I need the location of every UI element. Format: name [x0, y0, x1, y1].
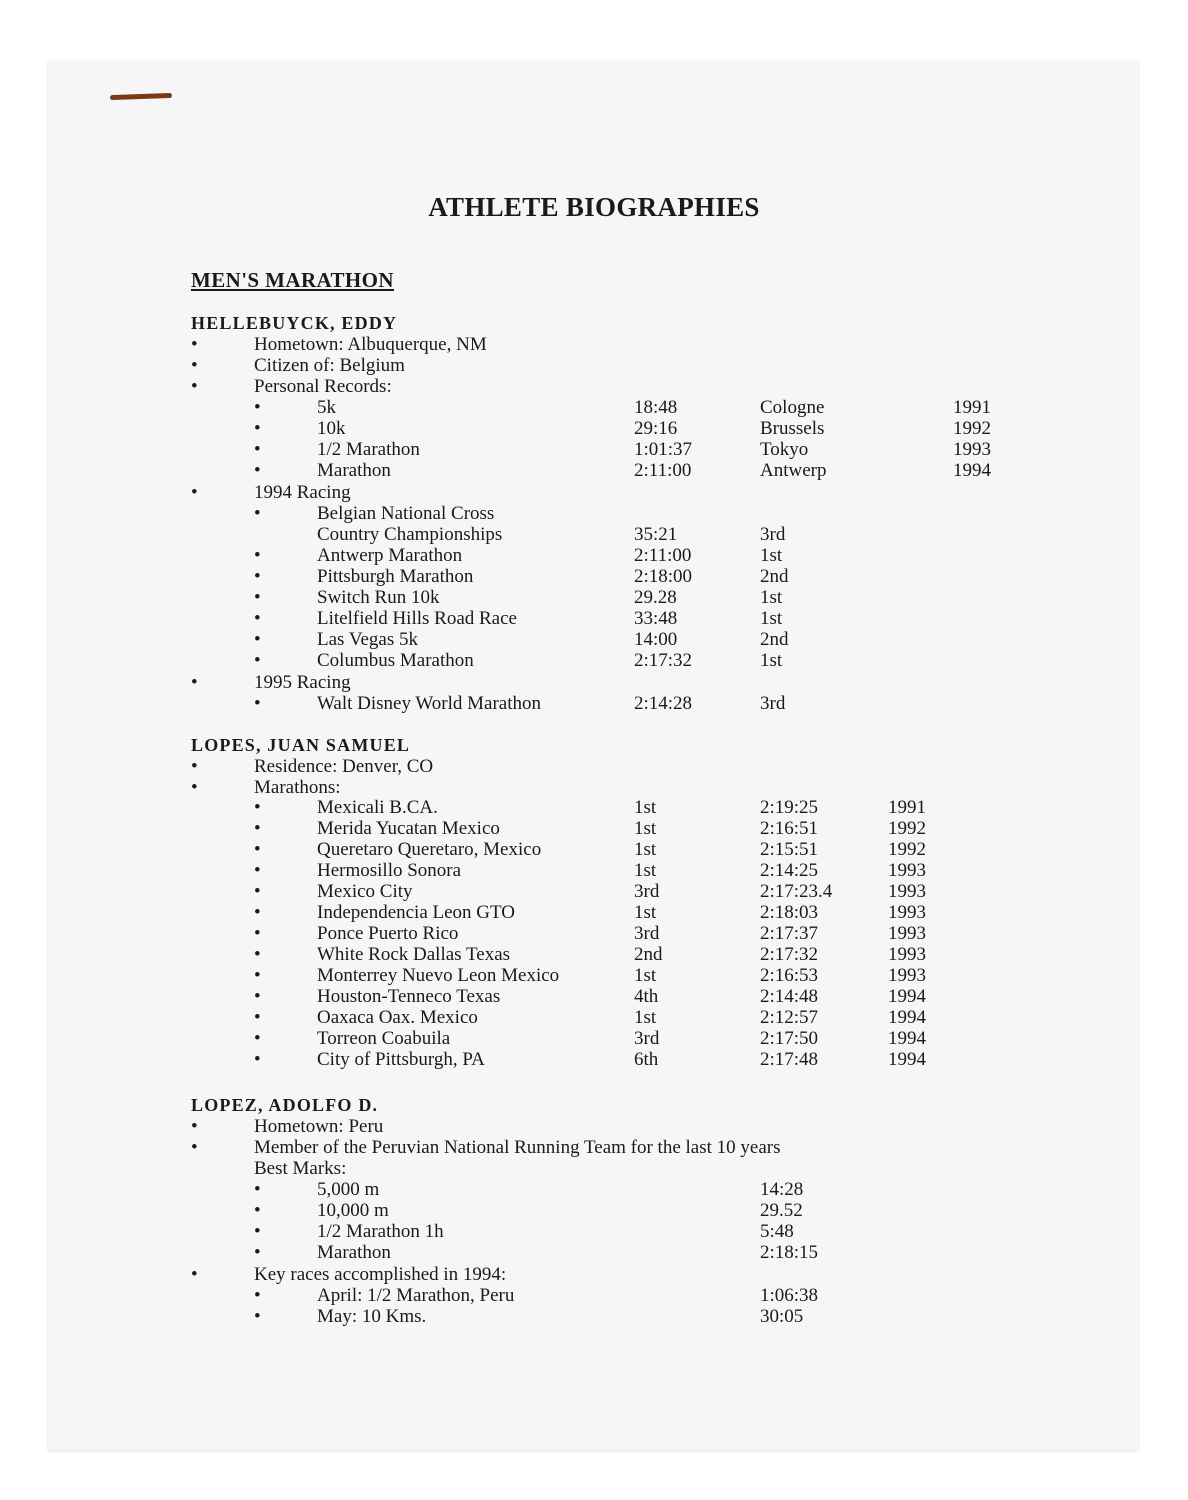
bullet-icon: • — [254, 503, 261, 524]
marathon-place: 3rd — [634, 881, 660, 902]
record-year: 1994 — [953, 460, 991, 481]
record-place: Brussels — [760, 418, 825, 439]
mark-time: 14:28 — [760, 1179, 804, 1200]
bullet-icon: • — [191, 482, 198, 503]
marathon-place: 1st — [634, 902, 657, 923]
bullet-icon: • — [254, 965, 261, 986]
marathon-year: 1994 — [888, 1007, 926, 1028]
marathon-year: 1994 — [888, 1028, 926, 1049]
race-name: Switch Run 10k — [317, 587, 440, 608]
marathon-time: 2:16:51 — [760, 818, 819, 839]
bullet-icon: • — [191, 334, 198, 355]
bullet-icon: • — [254, 1221, 261, 1242]
marathon-time: 2:15:51 — [760, 839, 819, 860]
race-place: 2nd — [760, 629, 789, 650]
bullet-icon: • — [254, 418, 261, 439]
record-place: Antwerp — [760, 460, 827, 481]
race-time: 35:21 — [634, 524, 678, 545]
marathon-time: 2:17:48 — [760, 1049, 819, 1070]
race-place: 2nd — [760, 566, 789, 587]
bullet-icon: • — [254, 1007, 261, 1028]
mark-time: 29.52 — [760, 1200, 803, 1221]
bullet-icon: • — [254, 902, 261, 923]
bullet-icon: • — [254, 797, 261, 818]
record-year: 1993 — [953, 439, 991, 460]
marathon-time: 2:14:48 — [760, 986, 819, 1007]
marks-heading: Best Marks: — [254, 1158, 347, 1179]
mark-event: 5,000 m — [317, 1179, 380, 1200]
marathons-heading: Marathons: — [254, 777, 341, 798]
bullet-icon: • — [254, 460, 261, 481]
marathon-year: 1993 — [888, 860, 926, 881]
marathon-year: 1994 — [888, 986, 926, 1007]
marathon-time: 2:17:50 — [760, 1028, 819, 1049]
race-time: 14:00 — [634, 629, 678, 650]
athlete-name: LOPEZ, ADOLFO D. — [191, 1095, 379, 1115]
marathon-time: 2:12:57 — [760, 1007, 819, 1028]
race-time: 2:11:00 — [634, 545, 692, 566]
marathon-race: Oaxaca Oax. Mexico — [317, 1007, 478, 1028]
key-race-time: 1:06:38 — [760, 1285, 819, 1306]
bullet-icon: • — [254, 1179, 261, 1200]
marathon-time: 2:18:03 — [760, 902, 819, 923]
marathon-year: 1992 — [888, 818, 926, 839]
document-title: ATHLETE BIOGRAPHIES — [428, 192, 760, 222]
key-race-time: 30:05 — [760, 1306, 804, 1327]
race-time: 2:14:28 — [634, 693, 693, 714]
marathon-time: 2:17:37 — [760, 923, 819, 944]
record-year: 1992 — [953, 418, 991, 439]
marathon-race: Mexicali B.CA. — [317, 797, 438, 818]
bullet-icon: • — [254, 629, 261, 650]
record-event: Marathon — [317, 460, 391, 481]
marathon-year: 1993 — [888, 965, 926, 986]
marathon-race: Monterrey Nuevo Leon Mexico — [317, 965, 560, 986]
race-name: Antwerp Marathon — [317, 545, 463, 566]
race-name: Columbus Marathon — [317, 650, 474, 671]
marathon-race: White Rock Dallas Texas — [317, 944, 511, 965]
team-line: Member of the Peruvian National Running Team for the last 10 years — [254, 1137, 781, 1158]
bullet-icon: • — [254, 818, 261, 839]
mark-time: 5:48 — [760, 1221, 794, 1242]
marathon-race: Queretaro Queretaro, Mexico — [317, 839, 542, 860]
bullet-icon: • — [254, 397, 261, 418]
race-name: Litelfield Hills Road Race — [317, 608, 517, 629]
race-name: Walt Disney World Marathon — [317, 693, 542, 714]
record-event: 5k — [317, 397, 336, 418]
bullet-icon: • — [254, 1242, 261, 1263]
race-time: 2:18:00 — [634, 566, 693, 587]
bullet-icon: • — [254, 608, 261, 629]
marathon-race: Houston-Tenneco Texas — [317, 986, 501, 1007]
race-time: 33:48 — [634, 608, 678, 629]
marathon-place: 1st — [634, 1007, 657, 1028]
record-event: 10k — [317, 418, 346, 439]
bullet-icon: • — [254, 923, 261, 944]
marathon-year: 1991 — [888, 797, 926, 818]
residence-line: Residence: Denver, CO — [254, 756, 434, 777]
bullet-icon: • — [254, 1306, 261, 1327]
bullet-icon: • — [191, 1116, 198, 1137]
marathon-race: Mexico City — [317, 881, 413, 902]
bullet-icon: • — [191, 756, 198, 777]
race-name: Las Vegas 5k — [317, 629, 418, 650]
bullet-icon: • — [254, 1285, 261, 1306]
record-event: 1/2 Marathon — [317, 439, 420, 460]
race-place: 1st — [760, 587, 783, 608]
race-time: 29.28 — [634, 587, 677, 608]
bullet-icon: • — [254, 650, 261, 671]
marathon-time: 2:17:32 — [760, 944, 819, 965]
key-races-heading: Key races accomplished in 1994: — [254, 1264, 507, 1285]
race-name: Pittsburgh Marathon — [317, 566, 474, 587]
mark-event: Marathon — [317, 1242, 391, 1263]
athlete-name: HELLEBUYCK, EDDY — [191, 313, 398, 333]
mark-time: 2:18:15 — [760, 1242, 819, 1263]
marathon-place: 1st — [634, 839, 657, 860]
bullet-icon: • — [191, 777, 198, 798]
bullet-icon: • — [254, 1200, 261, 1221]
marathon-year: 1993 — [888, 944, 926, 965]
race-place: 1st — [760, 545, 783, 566]
bullet-icon: • — [254, 839, 261, 860]
bullet-icon: • — [191, 672, 198, 693]
key-race: May: 10 Kms. — [317, 1306, 427, 1327]
marathon-time: 2:14:25 — [760, 860, 819, 881]
bullet-icon: • — [254, 439, 261, 460]
bullet-icon: • — [191, 355, 198, 376]
record-time: 1:01:37 — [634, 439, 693, 460]
marathon-year: 1993 — [888, 902, 926, 923]
citizenship-line: Citizen of: Belgium — [254, 355, 405, 376]
race-time: 2:17:32 — [634, 650, 693, 671]
bullet-icon: • — [254, 986, 261, 1007]
race-name-cont: Country Championships — [317, 524, 503, 545]
marathon-place: 3rd — [634, 1028, 660, 1049]
marathon-time: 2:17:23.4 — [760, 881, 833, 902]
bullet-icon: • — [254, 566, 261, 587]
bullet-icon: • — [254, 1049, 261, 1070]
record-place: Cologne — [760, 397, 825, 418]
record-time: 18:48 — [634, 397, 678, 418]
marathon-place: 6th — [634, 1049, 659, 1070]
record-place: Tokyo — [760, 439, 809, 460]
marathon-place: 1st — [634, 860, 657, 881]
bullet-icon: • — [254, 693, 261, 714]
marathon-place: 1st — [634, 965, 657, 986]
bullet-icon: • — [191, 1264, 198, 1285]
bullet-icon: • — [191, 1137, 198, 1158]
marathon-race: Torreon Coabuila — [317, 1028, 451, 1049]
marathon-place: 1st — [634, 797, 657, 818]
race-place: 1st — [760, 608, 783, 629]
marathon-place: 3rd — [634, 923, 660, 944]
race-place: 1st — [760, 650, 783, 671]
bullet-icon: • — [254, 881, 261, 902]
bullet-icon: • — [254, 1028, 261, 1049]
marathon-race: Independencia Leon GTO — [317, 902, 516, 923]
marathon-year: 1993 — [888, 881, 926, 902]
racing-1995-heading: 1995 Racing — [254, 672, 351, 693]
hometown-line: Hometown: Albuquerque, NM — [254, 334, 487, 355]
athlete-name: LOPES, JUAN SAMUEL — [191, 735, 411, 755]
bullet-icon: • — [254, 545, 261, 566]
marathon-race: Hermosillo Sonora — [317, 860, 462, 881]
marathon-time: 2:16:53 — [760, 965, 819, 986]
marathon-time: 2:19:25 — [760, 797, 819, 818]
marathon-year: 1993 — [888, 923, 926, 944]
key-race: April: 1/2 Marathon, Peru — [317, 1285, 515, 1306]
marathon-place: 4th — [634, 986, 659, 1007]
racing-1994-heading: 1994 Racing — [254, 482, 351, 503]
mark-event: 10,000 m — [317, 1200, 389, 1221]
marathon-place: 1st — [634, 818, 657, 839]
record-time: 2:11:00 — [634, 460, 692, 481]
marathon-race: Merida Yucatan Mexico — [317, 818, 500, 839]
marathon-year: 1994 — [888, 1049, 926, 1070]
mark-event: 1/2 Marathon 1h — [317, 1221, 444, 1242]
bullet-icon: • — [254, 860, 261, 881]
race-place: 3rd — [760, 693, 786, 714]
race-name: Belgian National Cross — [317, 503, 495, 524]
section-heading: MEN'S MARATHON — [191, 268, 394, 292]
record-time: 29:16 — [634, 418, 678, 439]
bullet-icon: • — [254, 944, 261, 965]
record-year: 1991 — [953, 397, 991, 418]
marathon-place: 2nd — [634, 944, 663, 965]
bullet-icon: • — [191, 376, 198, 397]
race-place: 3rd — [760, 524, 786, 545]
bullet-icon: • — [254, 587, 261, 608]
records-heading: Personal Records: — [254, 376, 392, 397]
marathon-race: City of Pittsburgh, PA — [317, 1049, 485, 1070]
hometown-line: Hometown: Peru — [254, 1116, 384, 1137]
marathon-race: Ponce Puerto Rico — [317, 923, 459, 944]
marathon-year: 1992 — [888, 839, 926, 860]
